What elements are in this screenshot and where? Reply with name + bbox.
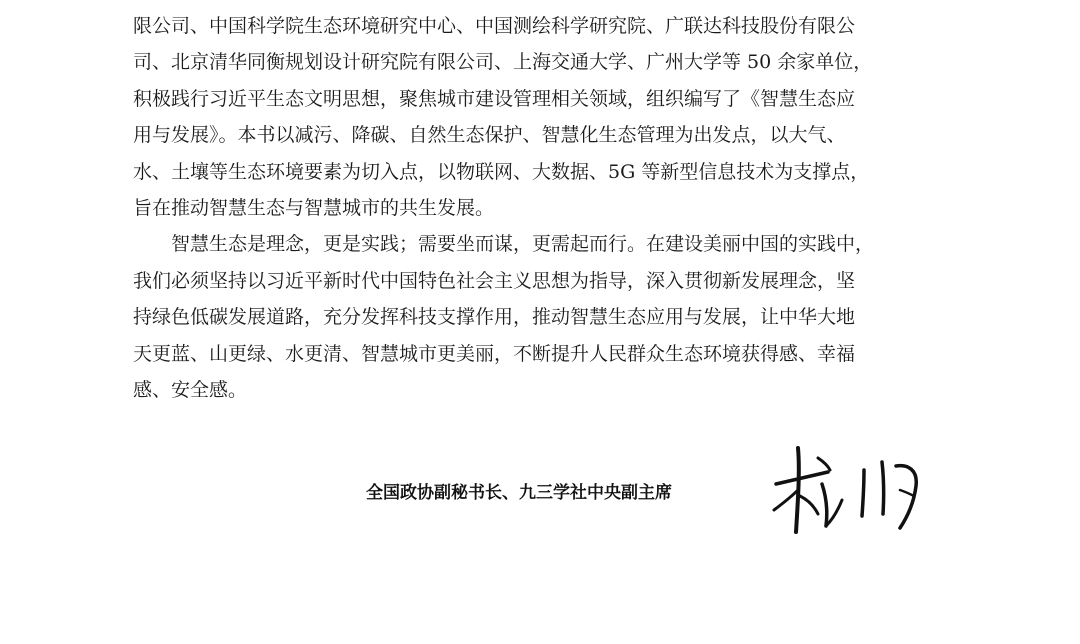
- paragraph-line: 旨在推动智慧生态与智慧城市的共生发展。: [133, 196, 495, 219]
- paragraph-line: 用与发展》。本书以减污、降碳、自然生态保护、智慧化生态管理为出发点，以大气、: [133, 124, 846, 147]
- paragraph-line: 感、安全感。: [133, 378, 248, 401]
- signatory-title: 全国政协副秘书长、九三学社中央副主席: [366, 483, 672, 503]
- signature-block: [0, 440, 1080, 550]
- paragraph-line: 水、土壤等生态环境要素为切入点，以物联网、大数据、5G 等新型信息技术为支撑点，: [133, 160, 870, 183]
- paragraph-line: 积极践行习近平生态文明思想，聚焦城市建设管理相关领域，组织编写了《智慧生态应: [133, 87, 856, 110]
- preface-body: [133, 8, 933, 408]
- paragraph-line: 智慧生态是理念，更是实践；需要坐而谋，更需起而行。在建设美丽中国的实践中，: [171, 233, 875, 256]
- paragraph-1: [133, 8, 933, 226]
- paragraph-line: 天更蓝、山更绿、水更清、智慧城市更美丽，不断提升人民群众生态环境获得感、幸福: [133, 342, 856, 365]
- paragraph-line: 我们必须坚持以习近平新时代中国特色社会主义思想为指导，深入贯彻新发展理念，坚: [133, 269, 856, 292]
- paragraph-line: 持绿色低碳发展道路，充分发挥科技支撑作用，推动智慧生态应用与发展，让中华大地: [133, 306, 856, 329]
- paragraph-2: [133, 226, 933, 408]
- handwritten-signature: [768, 440, 928, 540]
- paragraph-line: 限公司、中国科学院生态环境研究中心、中国测绘科学研究院、广联达科技股份有限公: [133, 15, 856, 37]
- paragraph-line: 司、北京清华同衡规划设计研究院有限公司、上海交通大学、广州大学等 50 余家单位，: [133, 51, 873, 74]
